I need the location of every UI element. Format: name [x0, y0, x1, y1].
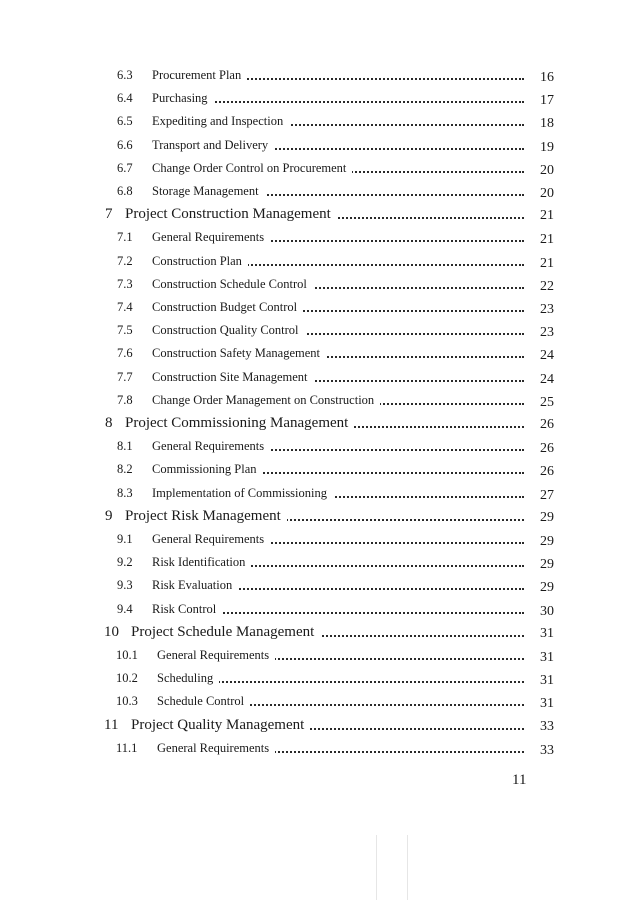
toc-section-row: [0, 598, 632, 620]
toc-section-row: [0, 435, 632, 457]
toc-entry-title: Scheduling: [157, 667, 219, 689]
toc-entry-page: 26: [528, 438, 554, 460]
toc-entry-number: 9: [105, 507, 113, 524]
toc-entry-page: 25: [528, 392, 554, 414]
toc-entry-number: 8.3: [117, 485, 133, 500]
toc-section-row: [0, 644, 632, 666]
toc-section-row: [0, 389, 632, 411]
toc-entry-page: 29: [528, 531, 554, 553]
toc-entry-title: Project Construction Management: [125, 203, 337, 225]
toc-entry-number: 6.6: [117, 137, 133, 152]
toc-entry-title: Project Risk Management: [125, 505, 287, 527]
toc-entry-title: Schedule Control: [157, 690, 250, 712]
toc-entry-number: 7.1: [117, 230, 133, 245]
toc-entry-page: 20: [528, 160, 554, 182]
toc-entry-title: Construction Plan: [152, 250, 248, 272]
toc-entry-number: 7.6: [117, 346, 133, 361]
toc-section-row: [0, 737, 632, 759]
toc-entry-page: 29: [528, 577, 554, 599]
toc-entry-number: 6.3: [117, 68, 133, 82]
toc-entry-page: 29: [528, 554, 554, 576]
toc-section-row: [0, 250, 632, 272]
toc-entry-number: 8.1: [117, 439, 133, 454]
toc-entry-title: Change Order Control on Procurement: [152, 157, 352, 179]
toc-entry-title: Project Schedule Management: [131, 621, 320, 643]
toc-section-row: [0, 273, 632, 295]
toc-entry-number: 10: [104, 623, 119, 640]
toc-entry-page: 21: [528, 253, 554, 275]
toc-entry-title: Project Quality Management: [131, 714, 310, 736]
toc-entry-page: 22: [528, 276, 554, 298]
toc-section-row: [0, 319, 632, 341]
toc-entry-title: General Requirements: [152, 226, 270, 248]
toc-chapter-row: [0, 505, 632, 527]
toc-section-row: [0, 134, 632, 156]
toc-entry-title: General Requirements: [152, 435, 270, 457]
toc-entry-title: Construction Budget Control: [152, 296, 303, 318]
toc-section-row: [0, 342, 632, 364]
toc-entry-page: 30: [528, 601, 554, 623]
toc-entry-number: 9.2: [117, 555, 133, 570]
toc-entry-page: 23: [528, 299, 554, 321]
toc-entry-number: 7.4: [117, 300, 133, 314]
toc-entry-number: 8: [105, 415, 113, 431]
toc-section-row: [0, 690, 632, 712]
toc-entry-title: Purchasing: [152, 87, 214, 109]
toc-entry-title: Change Order Management on Construction: [152, 389, 380, 411]
toc-entry-title: Transport and Delivery: [152, 134, 274, 156]
toc-section-row: [0, 574, 632, 596]
toc-entry-page: 33: [528, 716, 554, 738]
toc-entry-page: 29: [528, 507, 554, 529]
toc-entry-title: Implementation of Commissioning: [152, 482, 333, 504]
toc-entry-number: 6.5: [117, 114, 133, 129]
toc-entry-title: General Requirements: [157, 644, 275, 666]
toc-entry-number: 10.1: [116, 648, 138, 662]
toc-entry-number: 11.1: [116, 740, 138, 755]
toc-entry-page: 18: [528, 113, 554, 135]
toc-entry-number: 6.7: [117, 160, 133, 175]
toc-entry-page: 17: [528, 90, 554, 112]
toc-section-row: [0, 551, 632, 573]
toc-entry-title: Risk Evaluation: [152, 574, 238, 596]
toc-entry-number: 7.8: [117, 392, 133, 407]
toc-entry-number: 10.3: [116, 694, 138, 709]
toc-entry-title: General Requirements: [152, 528, 270, 550]
toc-section-row: [0, 528, 632, 550]
toc-entry-title: Commissioning Plan: [152, 458, 263, 480]
toc-entry-page: 16: [528, 67, 554, 89]
toc-entry-number: 6.8: [117, 184, 133, 198]
toc-chapter-row: [0, 714, 632, 736]
toc-entry-number: 8.2: [117, 462, 133, 477]
toc-entry-title: Construction Safety Management: [152, 342, 326, 364]
toc-entry-title: Risk Control: [152, 598, 222, 620]
toc-section-row: [0, 64, 632, 86]
toc-entry-title: Construction Quality Control: [152, 319, 305, 341]
toc-entry-page: 24: [528, 345, 554, 367]
toc-entry-title: Project Commissioning Management: [125, 412, 354, 434]
toc-entry-title: Procurement Plan: [152, 64, 247, 86]
toc-entry-number: 7.2: [117, 253, 133, 268]
toc-entry-page: 33: [528, 740, 554, 762]
toc-entry-page: 26: [528, 414, 554, 436]
toc-entry-title: Storage Management: [152, 180, 265, 202]
toc-entry-number: 9.3: [117, 578, 133, 593]
toc-entry-page: 27: [528, 485, 554, 507]
toc-section-row: [0, 157, 632, 179]
toc-entry-title: Expediting and Inspection: [152, 110, 289, 132]
scan-artifact: [376, 835, 408, 900]
toc-chapter-row: [0, 412, 632, 434]
toc-entry-title: Construction Schedule Control: [152, 273, 313, 295]
toc-entry-page: 20: [528, 183, 554, 205]
toc-entry-number: 7.3: [117, 276, 133, 291]
toc-section-row: [0, 458, 632, 480]
toc-entry-page: 19: [528, 137, 554, 159]
toc-section-row: [0, 667, 632, 689]
toc-entry-title: General Requirements: [157, 737, 275, 759]
toc-entry-page: 21: [528, 229, 554, 251]
toc-entry-page: 31: [528, 670, 554, 692]
toc-entry-number: 7.5: [117, 323, 133, 338]
toc-entry-number: 6.4: [117, 91, 133, 106]
toc-entry-page: 26: [528, 461, 554, 483]
toc-section-row: [0, 226, 632, 248]
toc-entry-page: 21: [528, 205, 554, 227]
toc-entry-page: 23: [528, 322, 554, 344]
toc-entry-title: Risk Identification: [152, 551, 251, 573]
toc-entry-number: 7: [105, 206, 113, 223]
toc-entry-title: Construction Site Management: [152, 366, 314, 388]
page-number: 11: [512, 772, 527, 788]
toc-section-row: [0, 296, 632, 318]
toc-section-row: [0, 366, 632, 388]
toc-section-row: [0, 482, 632, 504]
toc-chapter-row: [0, 621, 632, 643]
toc-entry-number: 9.1: [117, 532, 133, 546]
toc-section-row: [0, 180, 632, 202]
toc-section-row: [0, 87, 632, 109]
toc-entry-page: 24: [528, 369, 554, 391]
toc-entry-page: 31: [528, 623, 554, 645]
toc-entry-number: 10.2: [116, 671, 138, 686]
toc-chapter-row: [0, 203, 632, 225]
toc-entry-number: 11: [104, 716, 119, 733]
toc-entry-number: 9.4: [117, 601, 133, 616]
toc-entry-page: 31: [528, 647, 554, 669]
toc-section-row: [0, 110, 632, 132]
toc-entry-number: 7.7: [117, 369, 133, 384]
toc-entry-page: 31: [528, 693, 554, 715]
